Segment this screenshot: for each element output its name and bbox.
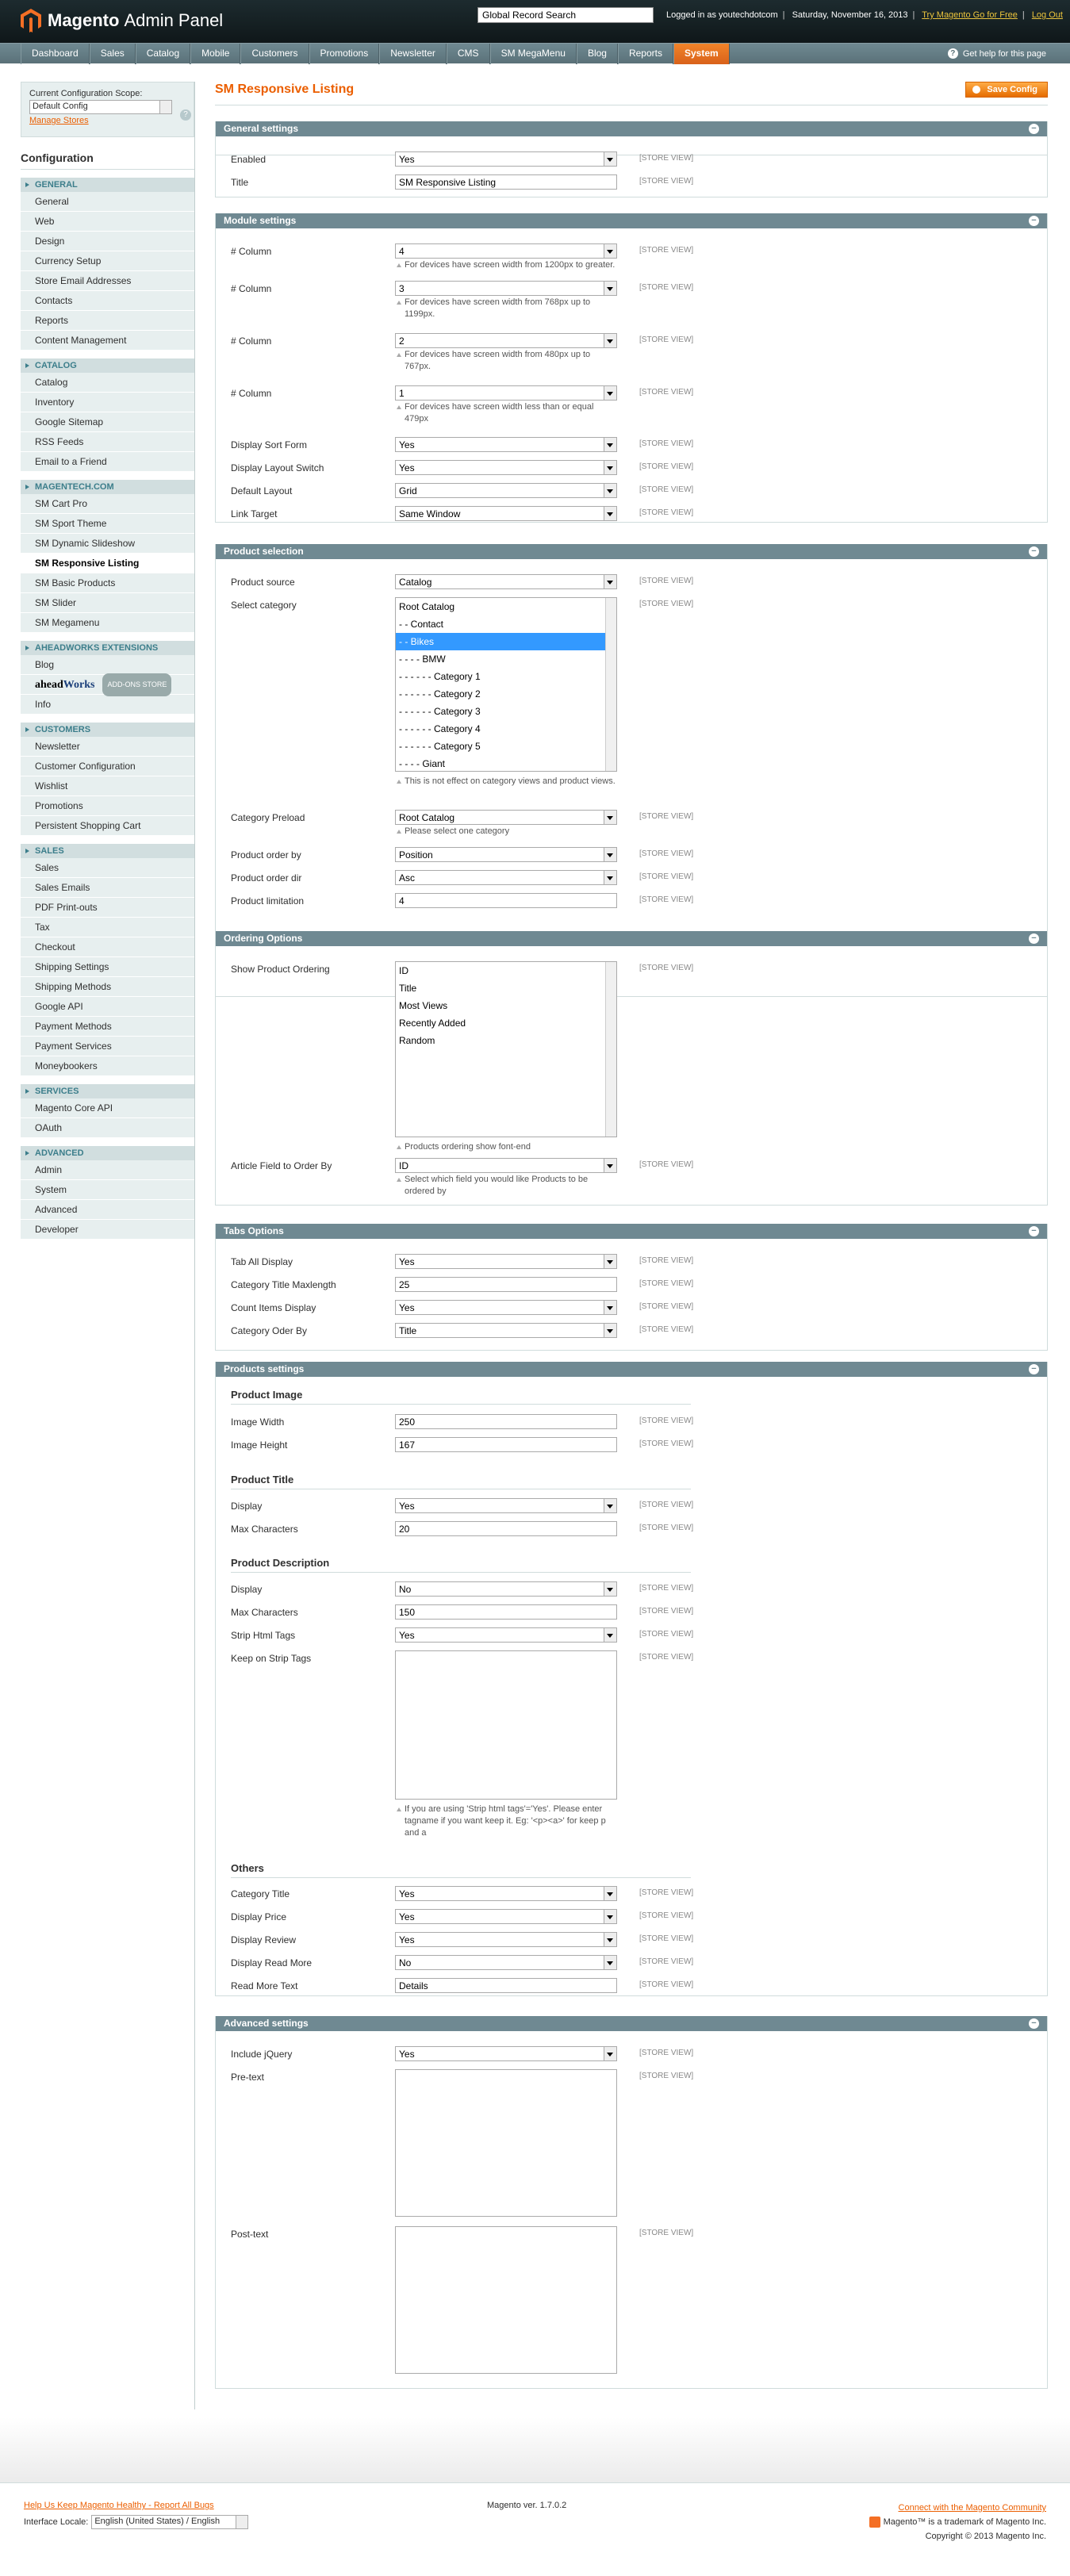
subheading-others: Others [231, 1862, 691, 1878]
keep-tags-textarea[interactable] [395, 1650, 617, 1800]
enabled-select[interactable]: Yes [395, 151, 617, 167]
locale-label: Interface Locale: [24, 2517, 89, 2527]
count-items-select[interactable]: Yes [395, 1300, 617, 1315]
field-note: For devices have screen width from 768px up to 1199px. [395, 297, 617, 320]
sidebar-item-sm-dynamic-slideshow[interactable]: SM Dynamic Slideshow [21, 534, 194, 554]
nav-dashboard[interactable]: Dashboard [21, 44, 90, 64]
sidebar-item-general[interactable]: General [21, 192, 194, 212]
scope-label: [STORE VIEW] [639, 246, 694, 255]
sidebar-item-sales[interactable]: Sales [21, 858, 194, 878]
sidebar-group-header[interactable]: CATALOG [21, 358, 194, 373]
collapse-icon[interactable]: − [1029, 933, 1039, 944]
subheading-product-description: Product Description [231, 1557, 691, 1573]
sidebar-group [21, 844, 194, 1076]
date-text: Saturday, November 16, 2013 [792, 10, 908, 20]
sidebar-item-magento-core-api[interactable]: Magento Core API [21, 1098, 194, 1118]
sidebar-group-header[interactable]: CUSTOMERS [21, 723, 194, 737]
header [0, 0, 1070, 43]
sidebar-item-currency-setup[interactable]: Currency Setup [21, 251, 194, 271]
scope-label: [STORE VIEW] [639, 485, 694, 494]
category-option[interactable]: Root Catalog [399, 601, 455, 612]
magento-logo-icon [21, 9, 41, 33]
article-order-select[interactable]: ID [395, 1158, 617, 1173]
sidebar-item-newsletter[interactable]: Newsletter [21, 737, 194, 757]
section-title: Advanced settings [224, 2018, 309, 2029]
scope-label: [STORE VIEW] [639, 600, 694, 608]
column-medium-select[interactable]: 3 [395, 281, 617, 296]
product-order-dir-select[interactable]: Asc [395, 870, 617, 885]
column-small-select[interactable]: 2 [395, 333, 617, 348]
sidebar-item-reports[interactable]: Reports [21, 311, 194, 331]
logout-link[interactable]: Log Out [1031, 10, 1063, 20]
section-general-body [215, 121, 1048, 197]
product-source-select[interactable]: Catalog [395, 574, 617, 589]
field-label: # Column [231, 335, 272, 347]
locale-select[interactable] [91, 2515, 248, 2529]
sidebar-item-payment-services[interactable]: Payment Services [21, 1037, 194, 1056]
section-module [215, 213, 1048, 523]
sidebar-group [21, 1084, 194, 1138]
field-note: For devices have screen width from 480px up to 767px. [395, 349, 617, 373]
save-config-button[interactable]: Save Config [965, 82, 1048, 98]
sidebar-item-customer-configuration[interactable]: Customer Configuration [21, 757, 194, 776]
scope-label: [STORE VIEW] [639, 577, 694, 585]
collapse-icon[interactable]: − [1029, 1226, 1039, 1236]
sidebar-group-header[interactable]: MAGENTECH.COM [21, 480, 194, 494]
display-price-select[interactable]: Yes [395, 1909, 617, 1924]
category-order-select[interactable]: Title [395, 1323, 617, 1338]
ordering-option[interactable]: ID [399, 965, 408, 976]
sidebar-divider [194, 82, 195, 2409]
section-title: Module settings [224, 215, 297, 226]
sidebar-item-pdf-print-outs[interactable]: PDF Print-outs [21, 898, 194, 918]
category-option[interactable]: - - - - - - Category 2 [399, 688, 481, 700]
section-title: General settings [224, 123, 299, 134]
sidebar-item-rss-feeds[interactable]: RSS Feeds [21, 432, 194, 452]
section-products-header[interactable] [216, 1362, 1047, 1377]
field-label: Product order by [231, 849, 301, 861]
scope-label: [STORE VIEW] [639, 1653, 694, 1662]
ordering-option[interactable]: Random [399, 1035, 435, 1046]
sidebar-item-sm-sport-theme[interactable]: SM Sport Theme [21, 514, 194, 534]
sidebar-group-header[interactable]: GENERAL [21, 178, 194, 192]
ordering-option[interactable]: Title [399, 983, 417, 994]
nav-sales[interactable]: Sales [90, 44, 136, 64]
sidebar-item-contacts[interactable]: Contacts [21, 291, 194, 311]
scope-label: [STORE VIEW] [639, 1980, 694, 1989]
field-label: Strip Html Tags [231, 1630, 296, 1641]
nav-reports[interactable]: Reports [618, 44, 673, 64]
product-limitation-input[interactable]: 4 [395, 893, 617, 908]
main-content [215, 82, 1048, 2240]
section-tabs-header[interactable] [216, 1224, 1047, 1239]
sidebar-item-developer[interactable]: Developer [21, 1220, 194, 1240]
scope-label: [STORE VIEW] [639, 1957, 694, 1966]
subheading-product-title: Product Title [231, 1474, 691, 1489]
scope-label: [STORE VIEW] [639, 335, 694, 344]
scope-label: [STORE VIEW] [639, 2072, 694, 2080]
field-label: Image Width [231, 1416, 285, 1428]
sidebar-item-shipping-methods[interactable]: Shipping Methods [21, 977, 194, 997]
field-label: Display Review [231, 1934, 297, 1945]
field-label: Article Field to Order By [231, 1160, 332, 1171]
global-search-input[interactable]: Global Record Search [477, 7, 654, 23]
layout-switch-select[interactable]: Yes [395, 460, 617, 475]
sidebar-item-google-api[interactable]: Google API [21, 997, 194, 1017]
sidebar-item-catalog[interactable]: Catalog [21, 373, 194, 393]
field-label: Product limitation [231, 895, 305, 907]
sidebar-item-oauth[interactable]: OAuth [21, 1118, 194, 1138]
ordering-option[interactable]: Recently Added [399, 1018, 466, 1029]
category-preload-select[interactable]: Root Catalog [395, 810, 617, 825]
sidebar-group [21, 641, 194, 715]
field-note: Products ordering show font-end [395, 1141, 617, 1153]
scope-select[interactable] [29, 100, 172, 114]
section-advanced [215, 2016, 1048, 2389]
scrollbar[interactable] [605, 962, 616, 1137]
category-option[interactable]: - - - - - - Category 4 [399, 723, 481, 734]
scope-label: [STORE VIEW] [639, 439, 694, 448]
category-option[interactable]: - - - - Giant [399, 758, 446, 769]
sidebar-group-header[interactable]: AHEADWORKS EXTENSIONS [21, 641, 194, 655]
scope-label: [STORE VIEW] [639, 283, 694, 292]
field-note: Select which field you would like Products to be ordered by [395, 1174, 617, 1198]
category-option[interactable]: - - Bikes [396, 633, 616, 650]
field-label: Display Sort Form [231, 439, 308, 450]
sidebar-item-shipping-settings[interactable]: Shipping Settings [21, 957, 194, 977]
category-option[interactable]: - - - - - - Category 5 [399, 741, 481, 752]
scope-label: [STORE VIEW] [639, 154, 694, 163]
sidebar-group-header[interactable]: SERVICES [21, 1084, 194, 1098]
field-note: For devices have screen width less than or equal 479px [395, 401, 617, 425]
section-title: Products settings [224, 1363, 305, 1374]
image-height-input[interactable]: 167 [395, 1437, 617, 1452]
nav-catalog[interactable]: Catalog [136, 44, 190, 64]
field-label: Product order dir [231, 872, 302, 884]
field-label: # Column [231, 246, 272, 257]
field-label: Pre-text [231, 2072, 265, 2083]
title-input[interactable]: SM Responsive Listing [395, 174, 617, 190]
scope-label: [STORE VIEW] [639, 849, 694, 858]
scope-label: [STORE VIEW] [639, 388, 694, 397]
post-text-textarea[interactable] [395, 2226, 617, 2374]
field-note: This is not effect on category views and product views. [395, 776, 617, 788]
sidebar-group [21, 1146, 194, 1240]
footer-right [869, 2501, 1046, 2543]
sidebar-item-inventory[interactable]: Inventory [21, 393, 194, 412]
help-text: Get help for this page [962, 48, 1046, 59]
sidebar-item-payment-methods[interactable]: Payment Methods [21, 1017, 194, 1037]
field-label: Max Characters [231, 1607, 298, 1618]
help-icon: ? [948, 48, 958, 59]
scope-label: [STORE VIEW] [639, 964, 694, 972]
display-read-more-select[interactable]: No [395, 1955, 617, 1970]
scope-label: [STORE VIEW] [639, 508, 694, 517]
sidebar-group [21, 178, 194, 351]
collapse-icon[interactable]: − [1029, 216, 1039, 226]
category-option[interactable]: - - - - BMW [399, 654, 446, 665]
addons-store-badge[interactable]: ADD-ONS STORE [102, 673, 171, 696]
field-note: Please select one category [395, 826, 617, 838]
section-module-header[interactable] [216, 213, 1047, 228]
help-link[interactable] [948, 48, 1046, 59]
sidebar-item-promotions[interactable]: Promotions [21, 796, 194, 816]
section-title: Ordering Options [224, 933, 303, 944]
title-display-select[interactable]: Yes [395, 1498, 617, 1513]
category-option[interactable]: - - Contact [399, 619, 444, 630]
header-info: Logged in as youtechdotcom | Saturday, November 16, 2013 | Try Magento Go for Free | Log Out [666, 10, 1063, 20]
sidebar-group-header[interactable]: ADVANCED [21, 1146, 194, 1160]
version-text: Magento ver. 1.7.0.2 [487, 2501, 567, 2510]
scope-label: [STORE VIEW] [639, 1607, 694, 1616]
link-target-select[interactable]: Same Window [395, 506, 617, 521]
scope-label: [STORE VIEW] [639, 1888, 694, 1897]
field-label: Read More Text [231, 1980, 298, 1991]
field-label: Category Preload [231, 812, 305, 823]
nav-system[interactable]: System [673, 44, 730, 64]
nav-mobile[interactable]: Mobile [190, 44, 240, 64]
field-note: For devices have screen width from 1200px to greater. [395, 259, 617, 271]
scope-label: [STORE VIEW] [639, 1256, 694, 1265]
scope-label: Current Configuration Scope: [29, 89, 143, 98]
sidebar [21, 82, 194, 1248]
page-title: SM Responsive Listing [215, 82, 355, 96]
strip-tags-select[interactable]: Yes [395, 1627, 617, 1643]
nav-cms[interactable]: CMS [447, 44, 490, 64]
field-label: # Column [231, 388, 272, 399]
magento-logo[interactable] [21, 6, 223, 35]
field-label: Keep on Strip Tags [231, 1653, 312, 1664]
category-option[interactable]: - - - - - - Category 3 [399, 706, 481, 717]
collapse-icon[interactable]: − [1029, 1364, 1039, 1374]
tab-all-select[interactable]: Yes [395, 1254, 617, 1269]
field-label: Display Price [231, 1911, 287, 1922]
field-label: Display [231, 1584, 263, 1595]
field-label: Category Title [231, 1888, 290, 1899]
nav-blog[interactable]: Blog [577, 44, 618, 64]
section-title: Tabs Options [224, 1225, 284, 1236]
nav-newsletter[interactable]: Newsletter [379, 44, 447, 64]
field-label: Include jQuery [231, 2049, 293, 2060]
scope-switcher [21, 82, 194, 137]
sidebar-item-email-to-a-friend[interactable]: Email to a Friend [21, 452, 194, 472]
scope-label: [STORE VIEW] [639, 872, 694, 881]
field-label: Category Title Maxlength [231, 1279, 336, 1290]
ordering-option[interactable]: Most Views [399, 1000, 448, 1011]
scope-label: [STORE VIEW] [639, 895, 694, 904]
scope-label: [STORE VIEW] [639, 177, 694, 186]
scope-label: [STORE VIEW] [639, 1439, 694, 1448]
scope-label: [STORE VIEW] [639, 1416, 694, 1425]
aheadworks-logo: aheadWorks [35, 678, 95, 691]
sidebar-item-aheadworks[interactable] [21, 675, 194, 695]
section-tabs [215, 1224, 1048, 1351]
logo-subtext: Admin Panel [124, 10, 224, 30]
page-header [215, 82, 1048, 105]
desc-max-input[interactable]: 150 [395, 1604, 617, 1620]
category-option[interactable]: - - - - - - Category 1 [399, 671, 481, 682]
sidebar-item-sm-responsive-listing[interactable]: SM Responsive Listing [21, 554, 194, 573]
sidebar-item-wishlist[interactable]: Wishlist [21, 776, 194, 796]
desc-display-select[interactable]: No [395, 1581, 617, 1597]
title-max-input[interactable]: 20 [395, 1521, 617, 1536]
field-label: Select category [231, 600, 297, 611]
section-product-header[interactable] [216, 544, 1047, 559]
scope-label: [STORE VIEW] [639, 2229, 694, 2237]
sidebar-item-sales-emails[interactable]: Sales Emails [21, 878, 194, 898]
trademark-text: Magento™ is a trademark of Magento Inc. [883, 2517, 1046, 2527]
field-label: Show Product Ordering [231, 964, 330, 975]
field-label: Image Height [231, 1439, 288, 1451]
chevron-down-icon [159, 101, 171, 113]
footer-gradient [0, 2417, 1070, 2482]
field-label: Link Target [231, 508, 278, 519]
scope-label: [STORE VIEW] [639, 1584, 694, 1593]
field-label: Category Oder By [231, 1325, 308, 1336]
main-nav [0, 43, 1070, 63]
scope-label: [STORE VIEW] [639, 1501, 694, 1509]
section-product [215, 544, 1048, 997]
column-xsmall-select[interactable]: 1 [395, 385, 617, 401]
magento-small-icon [869, 2517, 880, 2528]
category-title-select[interactable]: Yes [395, 1886, 617, 1901]
community-link[interactable]: Connect with the Magento Community [898, 2503, 1046, 2513]
sort-form-select[interactable]: Yes [395, 437, 617, 452]
scope-label: [STORE VIEW] [639, 812, 694, 821]
sidebar-item-content-management[interactable]: Content Management [21, 331, 194, 351]
sidebar-item-info[interactable]: Info [21, 695, 194, 715]
sidebar-item-design[interactable]: Design [21, 232, 194, 251]
sidebar-item-sm-slider[interactable]: SM Slider [21, 593, 194, 613]
scope-label: [STORE VIEW] [639, 1630, 694, 1639]
ordering-multiselect[interactable] [395, 961, 617, 1137]
sidebar-item-moneybookers[interactable]: Moneybookers [21, 1056, 194, 1076]
sidebar-item-blog[interactable]: Blog [21, 655, 194, 675]
field-label: Count Items Display [231, 1302, 316, 1313]
section-ordering [215, 931, 1048, 1206]
field-label: # Column [231, 283, 272, 294]
product-order-by-select[interactable]: Position [395, 847, 617, 862]
section-advanced-header[interactable] [216, 2016, 1047, 2031]
read-more-text-input[interactable]: Details [395, 1978, 617, 1993]
nav-sm-megamenu[interactable]: SM MegaMenu [490, 44, 577, 64]
image-width-input[interactable]: 250 [395, 1414, 617, 1429]
subheading-product-image: Product Image [231, 1389, 691, 1405]
category-multiselect[interactable] [395, 597, 617, 772]
sidebar-item-admin[interactable]: Admin [21, 1160, 194, 1180]
column-large-select[interactable]: 4 [395, 243, 617, 259]
sidebar-group [21, 480, 194, 633]
scope-label: [STORE VIEW] [639, 1524, 694, 1532]
collapse-icon[interactable]: − [1029, 546, 1039, 557]
section-products [215, 1362, 1048, 1996]
field-label: Title [231, 177, 249, 188]
display-review-select[interactable]: Yes [395, 1932, 617, 1947]
sidebar-item-web[interactable]: Web [21, 212, 194, 232]
chevron-down-icon [236, 2516, 247, 2528]
sidebar-group [21, 723, 194, 836]
try-magento-link[interactable]: Try Magento Go for Free [922, 10, 1018, 20]
report-bugs-link[interactable]: Help Us Keep Magento Healthy - Report All Bugs [24, 2501, 214, 2510]
sidebar-item-google-sitemap[interactable]: Google Sitemap [21, 412, 194, 432]
field-label: Tab All Display [231, 1256, 293, 1267]
sidebar-group [21, 358, 194, 472]
manage-stores-link[interactable]: Manage Stores [29, 116, 89, 125]
configuration-title: Configuration [21, 151, 194, 170]
default-layout-select[interactable]: Grid [395, 483, 617, 498]
field-note: If you are using 'Strip html tags'='Yes'. Please enter tagname if you want keep it. Eg: '<p><a>' for keep p and a [395, 1804, 617, 1839]
sidebar-item-store-email-addresses[interactable]: Store Email Addresses [21, 271, 194, 291]
scope-label: [STORE VIEW] [639, 1325, 694, 1334]
nav-customers[interactable]: Customers [240, 44, 309, 64]
sidebar-item-sm-megamenu[interactable]: SM Megamenu [21, 613, 194, 633]
scope-label: [STORE VIEW] [639, 1279, 694, 1288]
field-label: Display Read More [231, 1957, 313, 1968]
scope-label: [STORE VIEW] [639, 2049, 694, 2057]
field-label: Display Layout Switch [231, 462, 324, 473]
sidebar-item-sm-cart-pro[interactable]: SM Cart Pro [21, 494, 194, 514]
collapse-icon[interactable]: − [1029, 2018, 1039, 2029]
footer [0, 2482, 1070, 2576]
scope-label: [STORE VIEW] [639, 1160, 694, 1169]
collapse-icon[interactable]: − [1029, 124, 1039, 134]
field-label: Display [231, 1501, 263, 1512]
sidebar-item-sm-basic-products[interactable]: SM Basic Products [21, 573, 194, 593]
scope-label: [STORE VIEW] [639, 1302, 694, 1311]
logged-in-text: Logged in as youtechdotcom [666, 10, 778, 20]
scope-value: Default Config [33, 102, 88, 111]
sidebar-group-header[interactable]: SALES [21, 844, 194, 858]
section-title: Product selection [224, 546, 304, 557]
sidebar-item-tax[interactable]: Tax [21, 918, 194, 937]
scope-label: [STORE VIEW] [639, 1911, 694, 1920]
copyright-text: Copyright © 2013 Magento Inc. [925, 2532, 1046, 2541]
sidebar-item-system[interactable]: System [21, 1180, 194, 1200]
sidebar-item-persistent-shopping-cart[interactable]: Persistent Shopping Cart [21, 816, 194, 836]
field-label: Product source [231, 577, 295, 588]
scrollbar[interactable] [605, 598, 616, 771]
nav-promotions[interactable]: Promotions [309, 44, 380, 64]
sidebar-item-advanced[interactable]: Advanced [21, 1200, 194, 1220]
sidebar-item-checkout[interactable]: Checkout [21, 937, 194, 957]
field-label: Post-text [231, 2229, 269, 2240]
field-label: Default Layout [231, 485, 293, 496]
scope-label: [STORE VIEW] [639, 462, 694, 471]
footer-left [24, 2501, 248, 2529]
title-maxlength-input[interactable]: 25 [395, 1277, 617, 1292]
locale-value: English (United States) / English [94, 2517, 221, 2526]
logo-text: Magento [48, 10, 120, 30]
field-label: Enabled [231, 154, 267, 165]
include-jquery-select[interactable]: Yes [395, 2046, 617, 2061]
field-label: Max Characters [231, 1524, 298, 1535]
help-icon[interactable]: ? [180, 109, 191, 121]
pre-text-textarea[interactable] [395, 2069, 617, 2217]
scope-label: [STORE VIEW] [639, 1934, 694, 1943]
section-ordering-header[interactable] [216, 931, 1047, 946]
